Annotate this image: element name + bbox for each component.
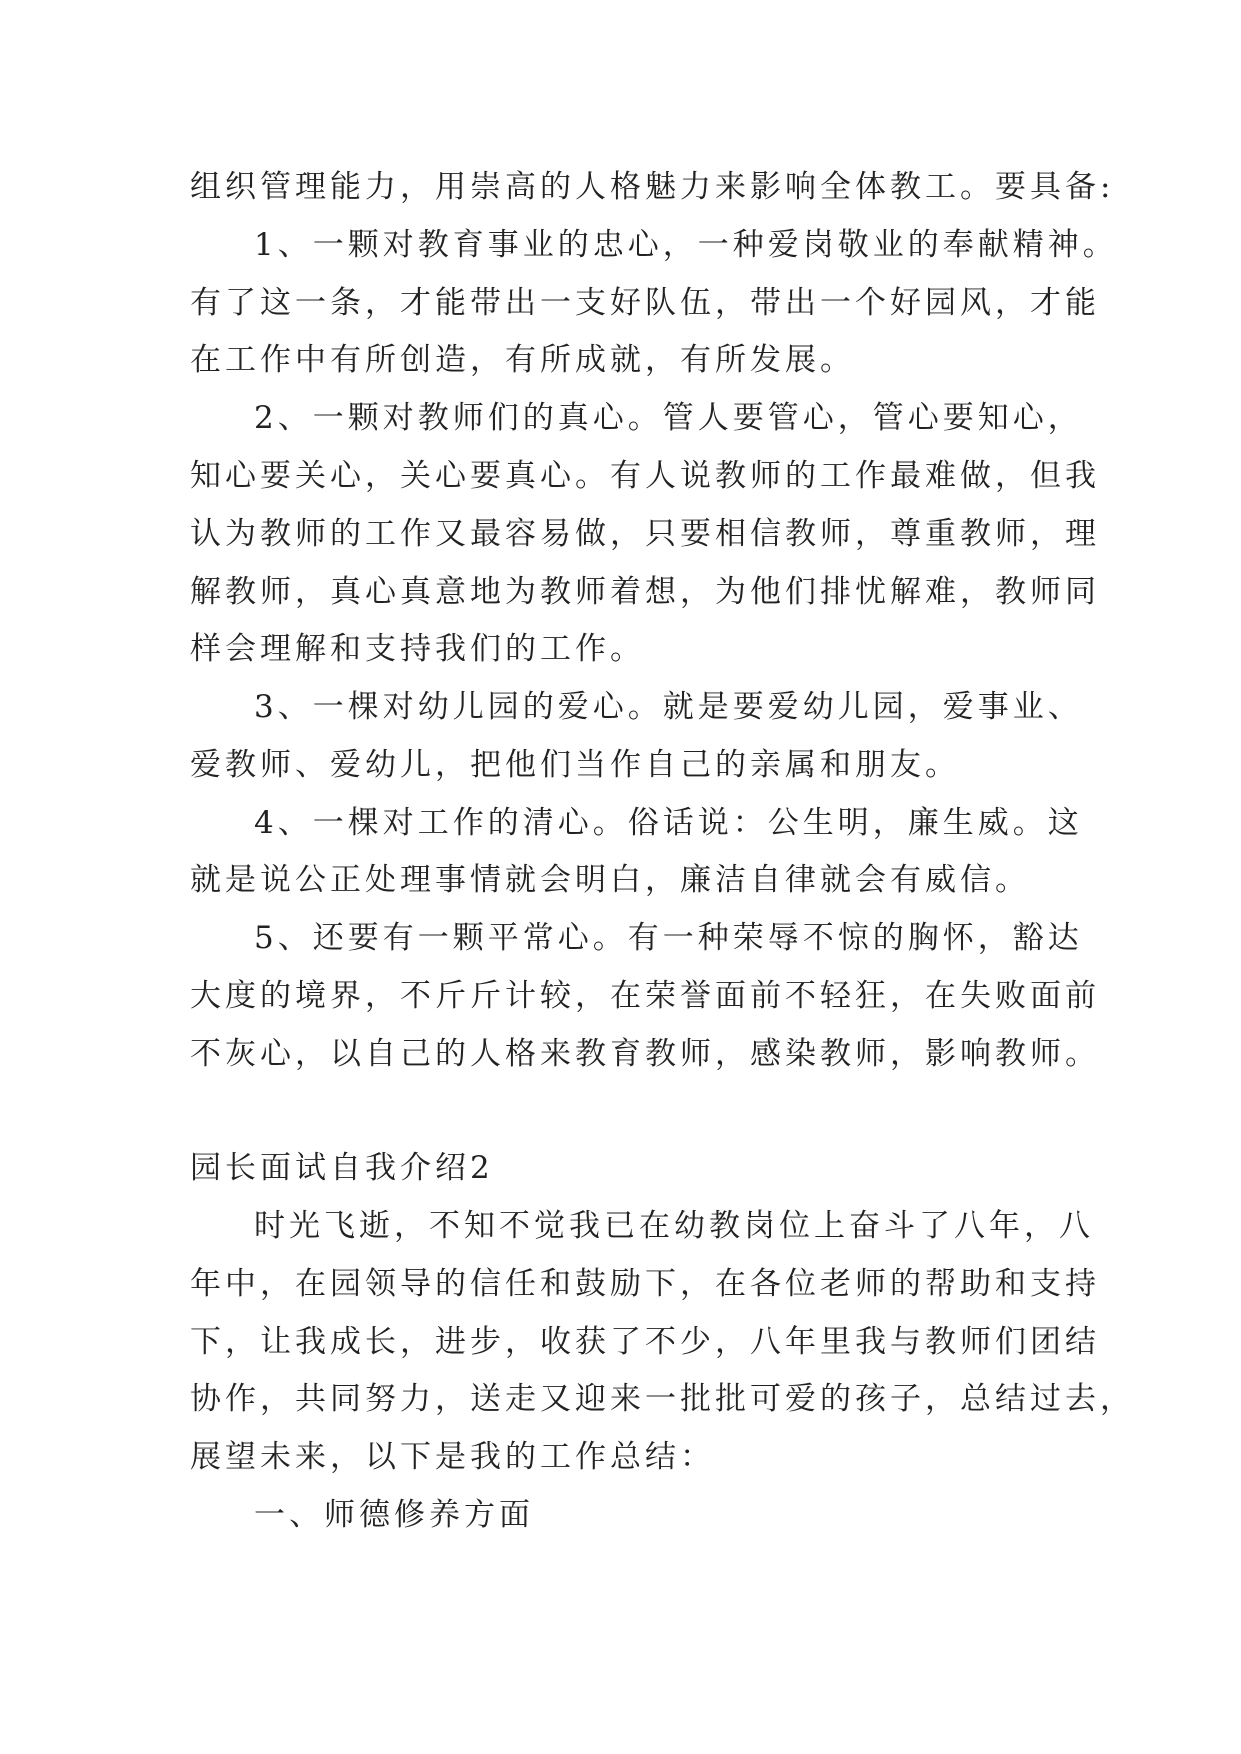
paragraph-line: 3、一棵对幼儿园的爱心。就是要爱幼儿园，爱事业、: [254, 689, 1083, 725]
paragraph-line: 解教师，真心真意地为教师着想，为他们排忧解难，教师同: [190, 574, 1100, 610]
paragraph-line: 在工作中有所创造，有所成就，有所发展。: [190, 342, 855, 378]
paragraph-line: 认为教师的工作又最容易做，只要相信教师，尊重教师，理: [190, 516, 1100, 552]
subsection-heading: 一、师德修养方面: [254, 1497, 534, 1533]
paragraph-line: 时光飞逝，不知不觉我已在幼教岗位上奋斗了八年，八: [254, 1208, 1094, 1244]
section-heading: 园长面试自我介绍2: [190, 1150, 494, 1186]
paragraph-line: 组织管理能力，用崇高的人格魅力来影响全体教工。要具备:: [190, 169, 1115, 205]
paragraph-line: 有了这一条，才能带出一支好队伍，带出一个好园风，才能: [190, 285, 1100, 321]
paragraph-line: 协作，共同努力，送走又迎来一批批可爱的孩子，总结过去，: [190, 1381, 1135, 1417]
paragraph-line: 大度的境界，不斤斤计较，在荣誉面前不轻狂，在失败面前: [190, 978, 1100, 1014]
paragraph-line: 1、一颗对教育事业的忠心，一种爱岗敬业的奉献精神。: [254, 227, 1118, 263]
paragraph-line: 5、还要有一颗平常心。有一种荣辱不惊的胸怀，豁达: [254, 920, 1083, 956]
paragraph-line: 4、一棵对工作的清心。俗话说：公生明，廉生威。这: [254, 805, 1083, 841]
paragraph-line: 2、一颗对教师们的真心。管人要管心，管心要知心，: [254, 400, 1083, 436]
paragraph-line: 知心要关心，关心要真心。有人说教师的工作最难做，但我: [190, 458, 1100, 494]
paragraph-line: 下，让我成长，进步，收获了不少，八年里我与教师们团结: [190, 1324, 1100, 1360]
paragraph-line: 样会理解和支持我们的工作。: [190, 631, 645, 667]
paragraph-line: 年中，在园领导的信任和鼓励下，在各位老师的帮助和支持: [190, 1266, 1100, 1302]
paragraph-line: 就是说公正处理事情就会明白，廉洁自律就会有威信。: [190, 862, 1030, 898]
paragraph-line: 展望未来，以下是我的工作总结：: [190, 1439, 715, 1475]
paragraph-line: 爱教师、爱幼儿，把他们当作自己的亲属和朋友。: [190, 747, 960, 783]
paragraph-line: 不灰心，以自己的人格来教育教师，感染教师，影响教师。: [190, 1036, 1100, 1072]
